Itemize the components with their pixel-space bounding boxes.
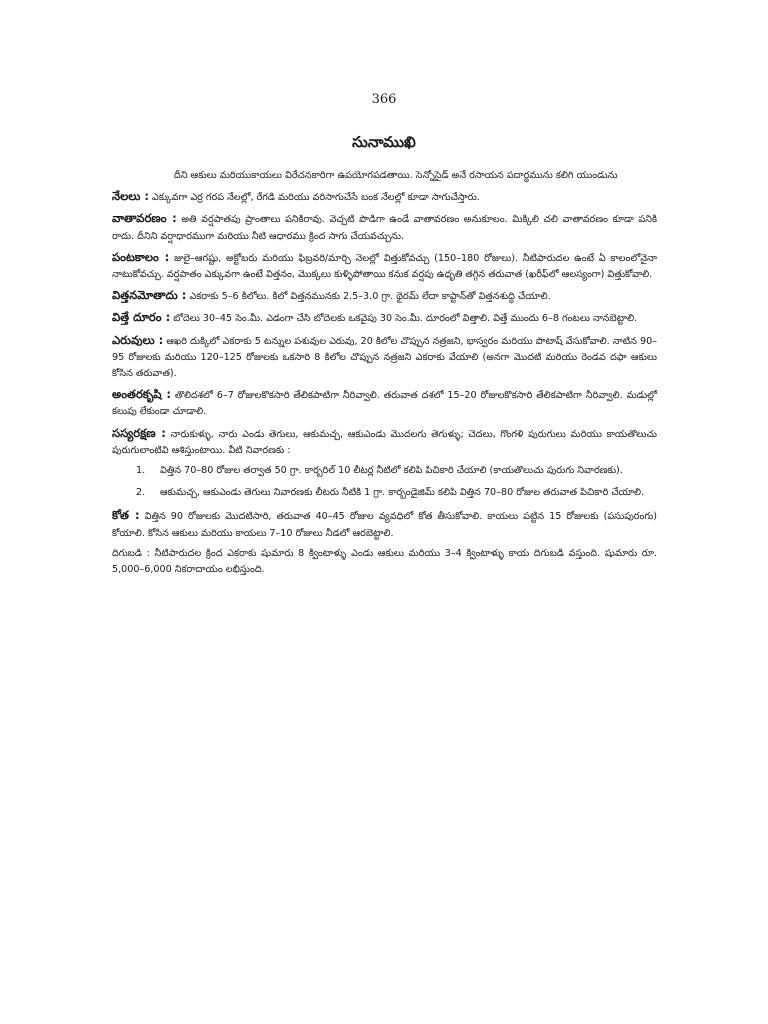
section-text: ఎకరాకు 5–6 కిలోలు. కిలో విత్తనమునకు 2.5–3.0 గ్రా. థైరమ్ లేదా కాప్టాన్‌తో విత్తనశుద్ధి చేయాలి. [186, 291, 551, 303]
section-intercultivation [112, 386, 657, 420]
list-number: 1. [136, 465, 146, 477]
section-climate [112, 210, 657, 244]
section-term: కోత : [112, 508, 140, 523]
section-plant-protection [112, 425, 657, 459]
section-term: దిగుబడి : [112, 547, 150, 559]
section-text: విత్తిన 90 రోజులకు మొదటిసారి, తరువాత 40–45 రోజుల వ్యవధిలో కోత తీసుకోవాలి. కాయలు పట్టిన 15 రోజులకు (పసుపురంగు) కోయాలి. కోసిన ఆకులు మరియు కాయలు 7–10 రోజులు నీడలో ఆరబెట్టాలి. [112, 511, 657, 539]
section-text: నారుకుళ్ళు, నారు ఎండు తెగులు, ఆకుమచ్చ, ఆకుఎండు మొదలగు తెగుళ్ళు; చెదలు, గొంగళి పురుగులు మరియు కాయతొలుచు పురుగులాంటివి ఆశిస్తుంటాయి. వీటి నివారణకు : [112, 428, 657, 456]
section-season [112, 249, 657, 283]
intro-paragraph: దీని ఆకులు మరియుకాయలు విరేచనకారిగా ఉపయోగపడతాయి. సెన్నోసైడ్ అనే రసాయన పదార్థమును కలిగి యుండును [174, 170, 618, 181]
section-text: నీటిపారుదల క్రింద ఎకరాకు షుమారు 8 క్వింటాళ్ళు ఎండు ఆకులు మరియు 3–4 క్వింటాళ్ళు కాయ దిగుబడి వస్తుంది. షుమారు రూ. 5,000–6,000 నికరాదాయం లభిస్తుంది. [112, 547, 657, 576]
section-harvest [112, 507, 657, 541]
section-term: అంతరకృషి : [112, 387, 172, 402]
section-term: సస్యరక్షణ : [112, 425, 166, 440]
section-term: వాతావరణం : [112, 211, 177, 226]
section-soils [112, 188, 657, 206]
section-text: జులై–ఆగష్టు, అక్టోబరు మరియు ఫిబ్రవరి/మార్చి నెలల్లో విత్తుకోవచ్చు (150–180 రోజులు). నీటిపారుదల ఉంటే ఏ కాలంలోనైనా నాటుకోవచ్చు. వర్షపాతం ఎక్కువగా ఉంటే విత్తనం, మొక్కలు కుళ్ళిపోతాయి కనుక వర్షపు ఉధృతి తగ్గిన తరువాత (ఖరీఫ్‌లో ఆలస్యంగా) విత్తుకోవాలి. [112, 252, 657, 281]
list-text: ఆకుమచ్చ, ఆకుఎండు తెగులు నివారణకు లీటరు నీటికి 1 గ్రా. కార్బండైజిమ్ కలిపి విత్తిన 70–80 రోజుల తరువాత పిచికారి చేయాలి. [160, 487, 645, 499]
section-text: ఆఖరి దుక్కిలో ఎకరాకు 5 టన్నుల పశువుల ఎరువు, 20 కిలోల చొప్పున నత్రజని, భాస్వరం మరియు పొటాష్ వేసుకోవాలి. నాటిన 90–95 రోజులకు మరియు 120–125 రోజులకు ఒకసారి 8 కిలోల చొప్పున నత్రజని ఎకరాకు వేయాలి (అనగా మొదటి మరియు రెండవ దఫా ఆకులు కోసిన తరువాత). [112, 335, 658, 380]
list-text: విత్తిన 70–80 రోజుల తర్వాత 50 గ్రా. కార్బరిల్ 10 లీటర్ల నీటిలో కలిపి పిచికారి చేయాలి (కాయతొలుచు పురుగు నివారణకు). [160, 465, 623, 477]
section-text: బోదెలు 30–45 సెం.మీ. ఎడంగా చేసి బోదెలకు ఒకవైపు 30 సెం.మీ. దూరంలో విత్తాలి. విత్తే ముందు 6–8 గంటలు నానబెట్టాలి. [170, 313, 638, 325]
page-title: సునాముఖి [352, 133, 416, 151]
section-seed-rate [112, 287, 657, 305]
section-term: విత్తే దూరం : [112, 310, 171, 325]
section-text: ఎక్కువగా ఎర్ర గరప నేలల్లో, రేగడి మరియు వరిసాగుచేసే బంక నేలల్లో కూడా సాగుచేస్తారు. [148, 192, 480, 204]
document-body [112, 168, 657, 582]
section-fertilizers [112, 332, 657, 383]
section-yield [112, 546, 657, 578]
section-term: ఎరువులు : [112, 332, 164, 347]
page-number: 366 [371, 92, 397, 107]
section-term: విత్తనమోతాదు : [112, 288, 187, 303]
section-text: అతి వర్షపాతపు ప్రాంతాలు పనికిరావు. వెచ్చటి పొడిగా ఉండే వాతావరణం అనుకూలం. మిక్కిలి చలి వాతావరణం కూడా పనికి రాదు. దీనిని వర్షాధారముగా మరియు నీటి ఆధారము క్రింద సాగు చేయవచ్చును. [112, 214, 657, 242]
section-term: నేలలు : [112, 189, 149, 204]
section-term: పంటకాలం : [112, 249, 170, 264]
list-item [112, 463, 657, 479]
list-item [112, 485, 657, 501]
section-text: తొలిదశలో 6–7 రోజులకొకసారి తేలికపాటిగా నీరివ్వాలి. తరువాత దశలో 15–20 రోజులకొకసారి తేలికపాటిగా నీరివ్వాలి. మడుల్లో కలుపు లేకుండా చూడాలి. [112, 390, 658, 418]
list-number: 2. [136, 487, 146, 499]
section-spacing [112, 309, 657, 327]
